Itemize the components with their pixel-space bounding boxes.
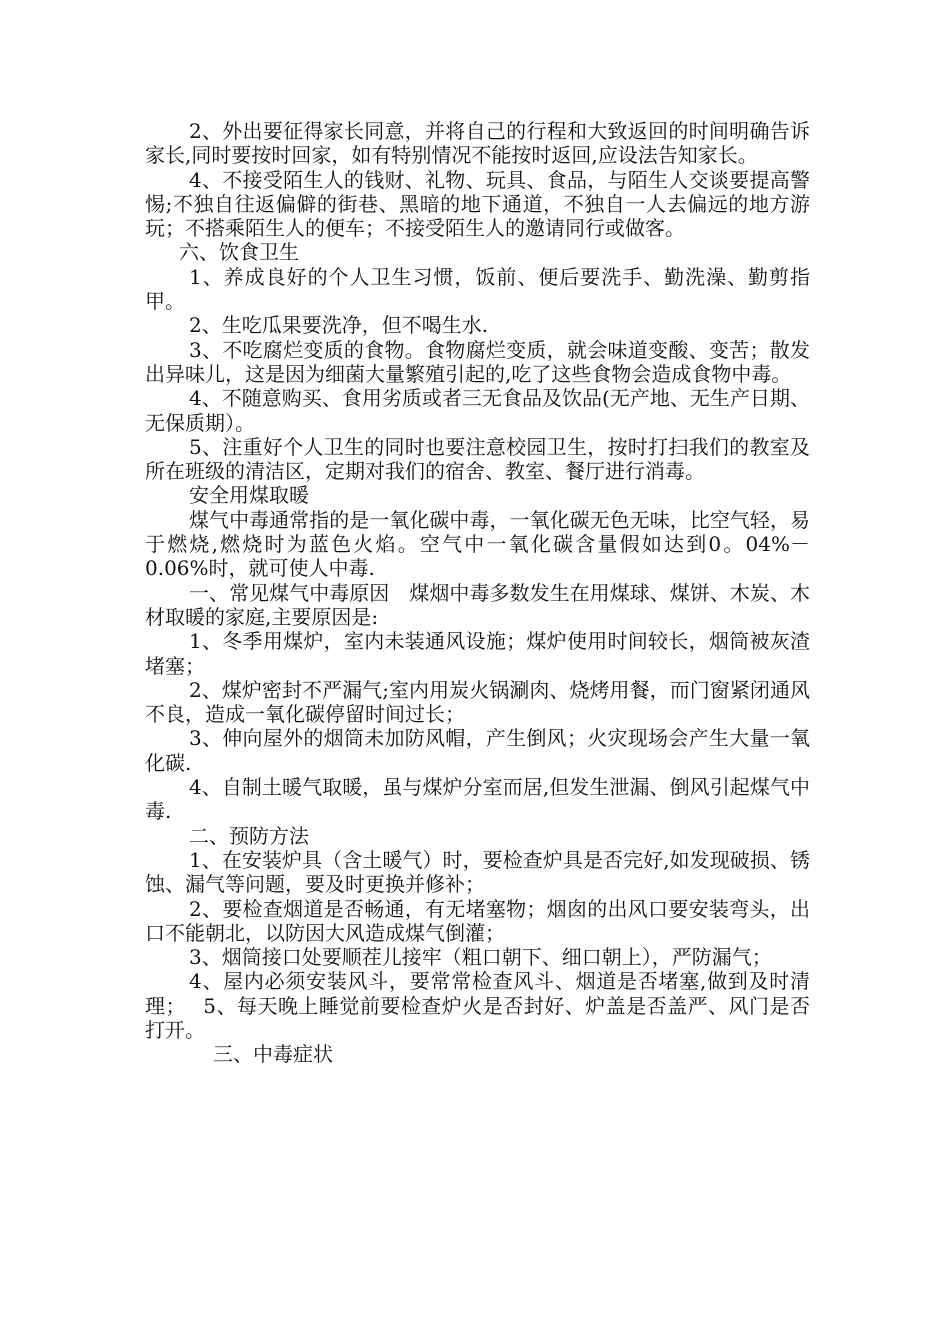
paragraph: 4、不随意购买、食用劣质或者三无食品及饮品(无产地、无生产日期、无保质期）。 <box>145 386 810 435</box>
paragraph: 1、冬季用煤炉，室内未装通风设施；煤炉使用时间较长，烟筒被灰渣堵塞； <box>145 629 810 678</box>
section-heading: 六、饮食卫生 <box>179 240 299 265</box>
section-heading: 安全用煤取暖 <box>189 483 309 508</box>
paragraph: 煤气中毒通常指的是一氧化碳中毒，一氧化碳无色无味，比空气轻，易于燃烧,燃烧时为蓝色火焰。空气中一氧化碳含量假如达到0。04%－0.06%时，就可使人中毒. <box>145 507 810 581</box>
section-heading: 二、预防方法 <box>189 823 309 848</box>
paragraph: 3、烟筒接口处要顺茬儿接牢（粗口朝下、细口朝上），严防漏气； <box>189 945 772 970</box>
paragraph: 3、不吃腐烂变质的食物。食物腐烂变质，就会味道变酸、变苦；散发出异味儿，这是因为细菌大量繁殖引起的,吃了这些食物会造成食物中毒。 <box>145 337 810 386</box>
paragraph: 5、注重好个人卫生的同时也要注意校园卫生，按时打扫我们的教室及所在班级的清洁区，定期对我们的宿舍、教室、餐厅进行消毒。 <box>145 434 810 484</box>
paragraph: 2、外出要征得家长同意，并将自己的行程和大致返回的时间明确告诉家长,同时要按时回家，如有特别情况不能按时返回,应设法告知家长。 <box>145 119 810 168</box>
paragraph: 4、自制土暖气取暖，虽与煤炉分室而居,但发生泄漏、倒风引起煤气中毒. <box>145 775 810 824</box>
paragraph: 3、伸向屋外的烟筒未加防风帽，产生倒风；火灾现场会产生大量一氧化碳. <box>145 726 810 775</box>
paragraph: 一、常见煤气中毒原因 煤烟中毒多数发生在用煤球、煤饼、木炭、木材取暖的家庭,主要原因是: <box>145 580 810 629</box>
paragraph: 2、要检查烟道是否畅通，有无堵塞物；烟囱的出风口要安装弯头，出口不能朝北，以防因大风造成煤气倒灌； <box>145 896 810 945</box>
document-body <box>145 119 810 1067</box>
paragraph: 4、不接受陌生人的钱财、礼物、玩具、食品，与陌生人交谈要提高警惕;不独自往返偏僻的街巷、黑暗的地下通道，不独自一人去偏远的地方游玩；不搭乘陌生人的便车；不接受陌生人的邀请同行或做客。 <box>145 167 810 241</box>
paragraph: 1、养成良好的个人卫生习惯，饭前、便后要洗手、勤洗澡、勤剪指甲。 <box>145 264 810 314</box>
section-heading: 三、中毒症状 <box>213 1042 333 1067</box>
paragraph: 2、生吃瓜果要洗净，但不喝生水. <box>189 313 489 338</box>
paragraph: 1、在安装炉具（含土暖气）时，要检查炉具是否完好,如发现破损、锈蚀、漏气等问题，要及时更换并修补； <box>145 847 810 897</box>
paragraph: 4、屋内必须安装风斗，要常常检查风斗、烟道是否堵塞,做到及时清理； 5、每天晚上睡觉前要检查炉火是否封好、炉盖是否盖严、风门是否打开。 <box>145 969 810 1042</box>
paragraph: 2、煤炉密封不严漏气;室内用炭火锅涮肉、烧烤用餐，而门窗紧闭通风不良，造成一氧化碳停留时间过长； <box>145 677 810 727</box>
